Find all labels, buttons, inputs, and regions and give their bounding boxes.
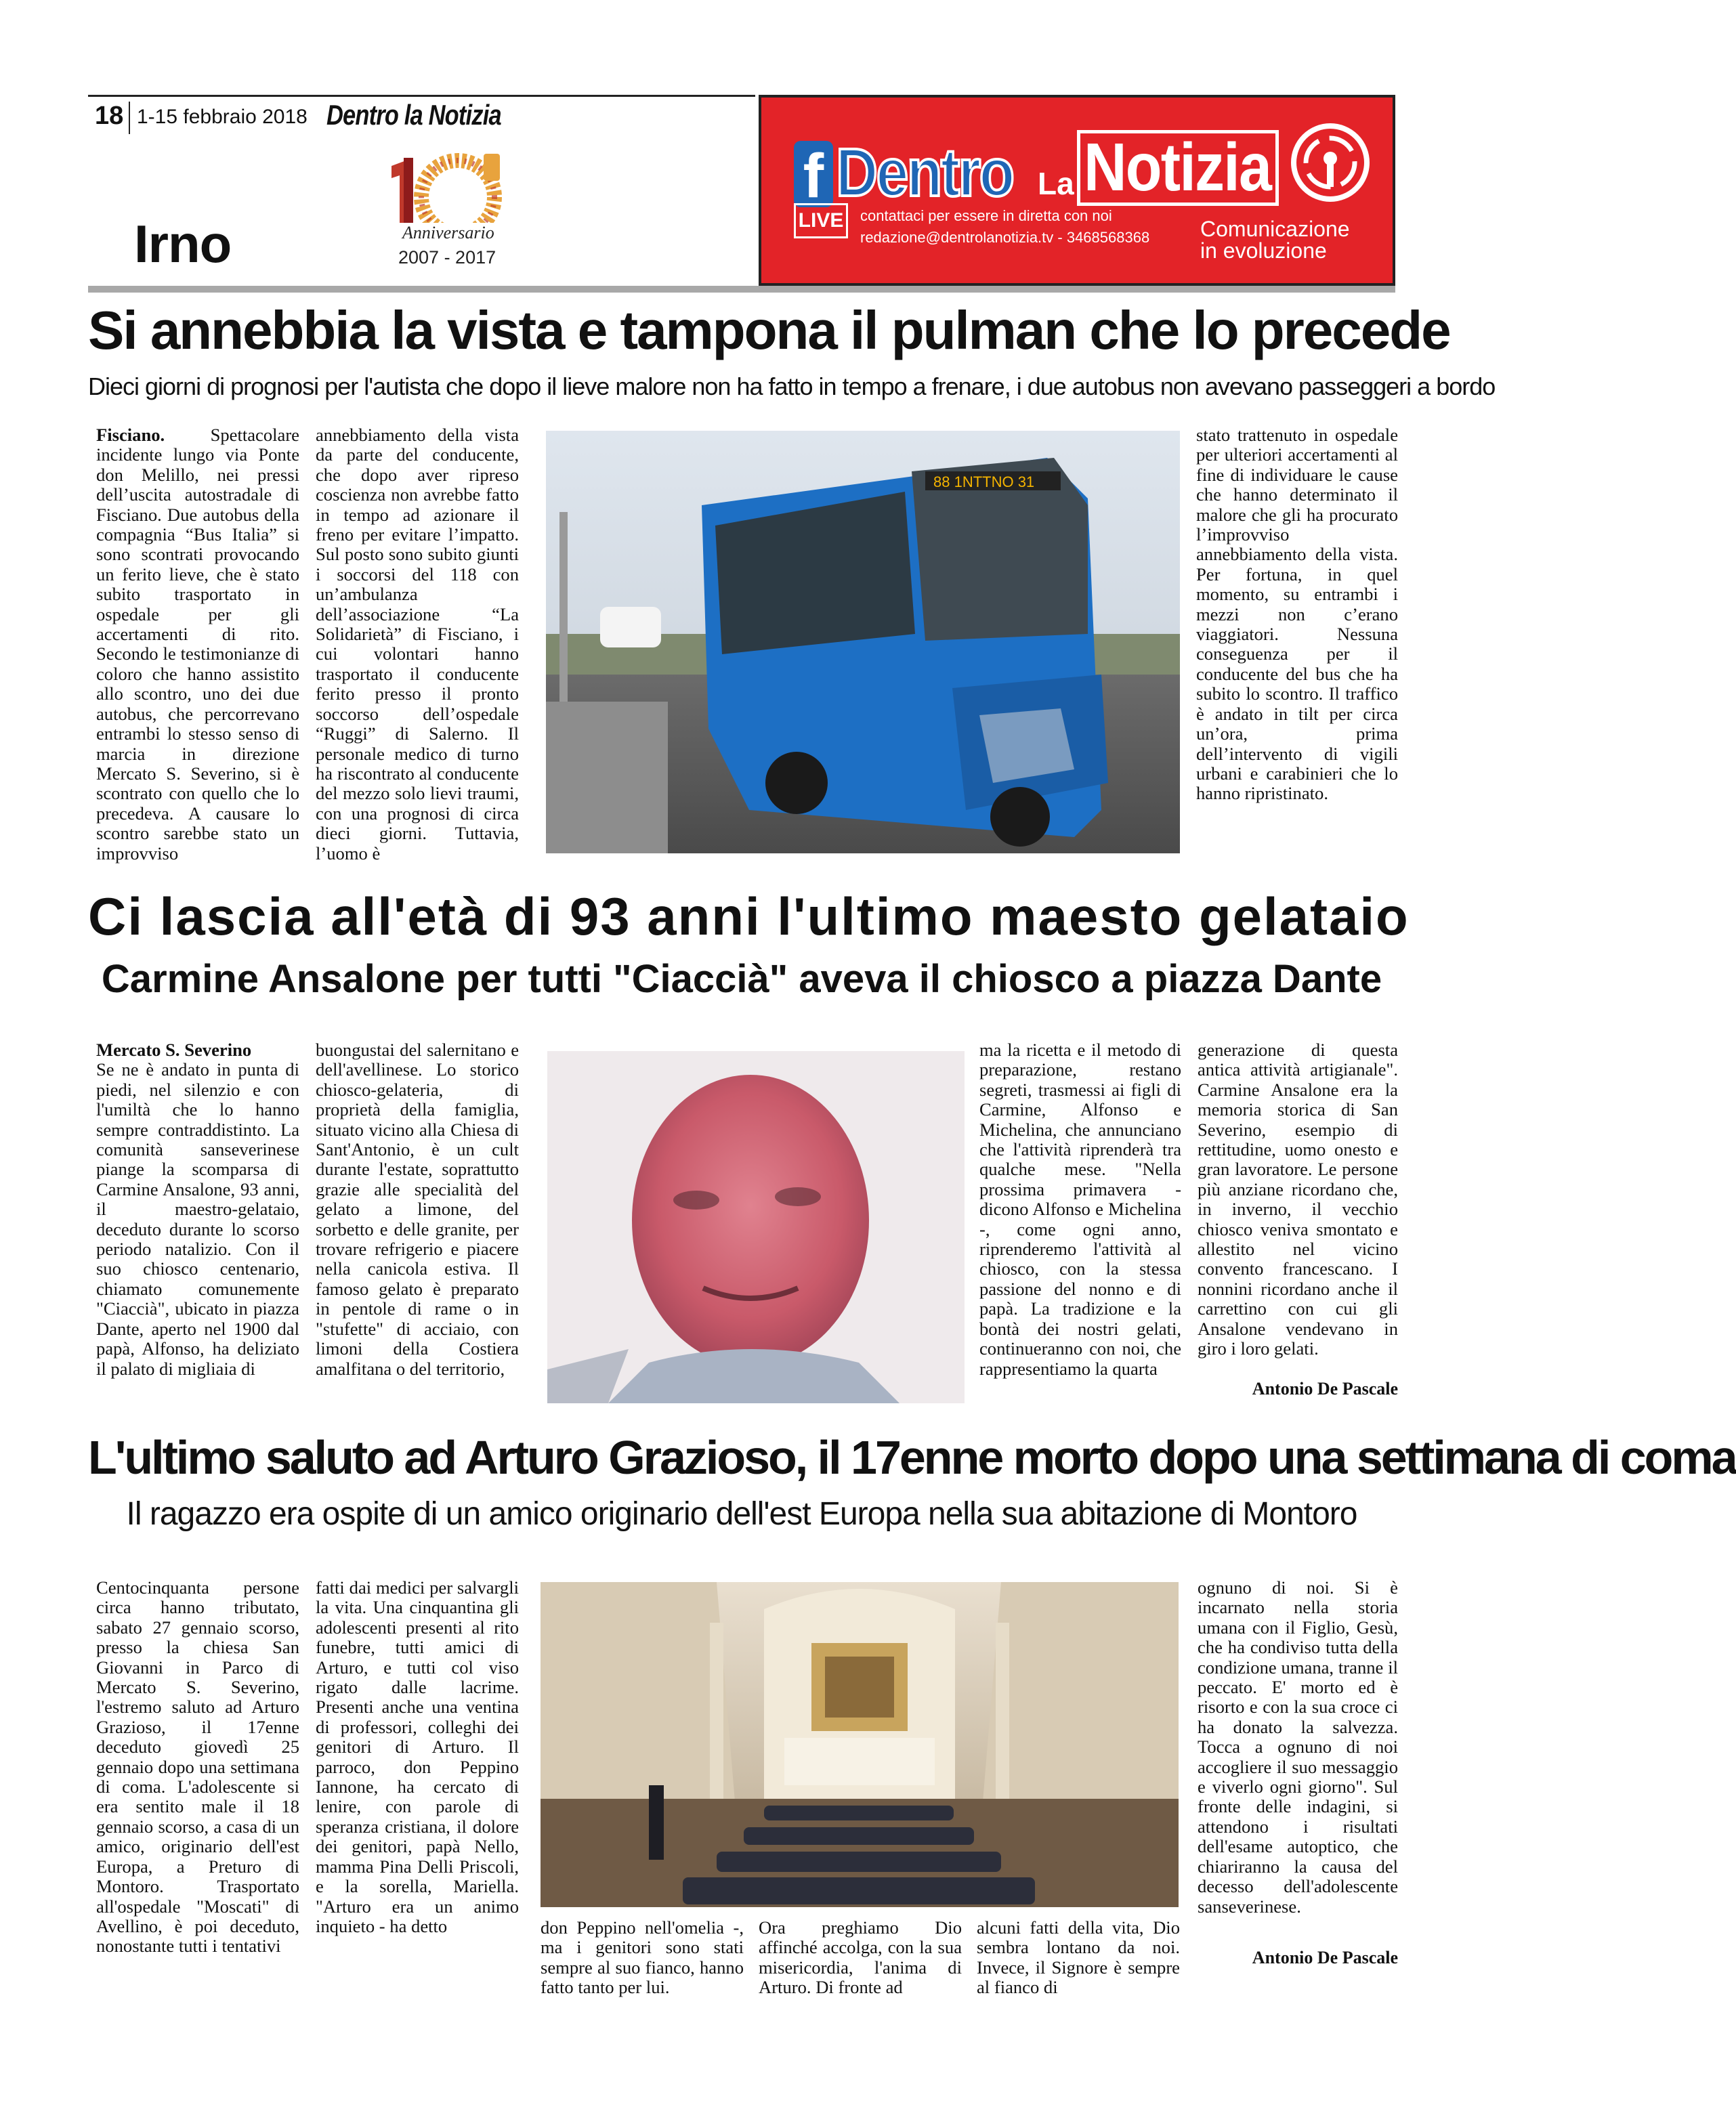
- article-3-column-1: Centocinquanta persone circa hanno tributato, sabato 27 gennaio scorso, presso la chiesa San Giovanni in Parco di Mercato S. Severino, l'estremo saluto ad Arturo Grazioso, il 17enne deceduto giovedì 25 gennaio dopo una settimana di coma. L'adolescente si era sentito male il 18 gennaio scorso, a casa di un amico, originario dell'est Europa, a Preturo di Montoro. Trasportato all'ospedale "Moscati" di Avellino, è poi deceduto, nonostante tutti i tentativi: [96, 1577, 299, 1957]
- church-funeral-photo: [541, 1582, 1179, 1907]
- live-badge: LIVE: [794, 203, 848, 238]
- article-2-column-2: buongustai del salernitano e dell'avellinese. Lo storico chiosco-gelateria, di proprietà della famiglia, situato vicino alla Chiesa di Sant'Antonio, è un cult durante l'estate, soprattutto grazie alle specialità del gelato a limone, del sorbetto e delle granite, per trovare refrigerio e piacere nella canicola estiva. Il famoso gelato è preparato in pentole di rame o in "stufette" di acciaio, con limoni della Costiera amalfitana o del territorio,: [316, 1040, 519, 1379]
- article-3-column-3: don Peppino nell'omelia -, ma i genitori sono stati sempre al suo fianco, hanno fatto tanto per lui.: [541, 1917, 744, 1998]
- bus-destination-sign: 88 1NTTNO 31: [933, 473, 1035, 490]
- article-1-column-1: [96, 425, 299, 863]
- article-2-column-1-text: Se ne è andato in punta di piedi, nel silenzio e con l'umiltà che lo hanno sempre contraddistinto. La comunità sanseverinese piange la scomparsa di Carmine Ansalone, 93 anni, il maestro-gelataio, deceduto durante lo scorso periodo natalizio. Con il suo chiosco centenario, chiamato comunemente "Ciaccià", ubicato in piazza Dante, aperto nel 1900 dal papà, Alfonso, ha deliziato il palato di migliaia di: [96, 1059, 299, 1379]
- portrait-photo: [547, 1051, 965, 1403]
- banner-brand-dentro: Dentro: [836, 135, 1013, 211]
- article-2-column-1: [96, 1040, 299, 1379]
- article-3-column-2: fatti dai medici per salvargli la vita. Una cinquantina gli adolescenti presenti al rito funebre, tutti amici di Arturo, e tutti col viso rigato dalle lacrime. Presenti anche una ventina di professori, colleghi dei genitori di Arturo. Il parroco, don Peppino Iannone, ha cercato di lenire, con parole di speranza cristiana, il dolore dei genitori, papà Nello, mamma Pina Delli Priscoli, e la sorella, Mariella. "Arturo era un animo inquieto - ha detto: [316, 1577, 519, 1936]
- article-1-column-3: stato trattenuto in ospedale per ulteriori accertamenti al fine di individuare le cause che hanno determinato il malore che gli ha procurato l’improvviso annebbiamento della vista. Per fortuna, in quel momento, su entrambi i mezzi non c’erano viaggiatori. Nessuna conseguenza per il conducente del bus che ha subito lo scontro. Il traffico è andato in tilt per circa un’ora, prima dell’intervento di vigili urbani e carabinieri che lo hanno ripristinato.: [1196, 425, 1398, 804]
- article-2-column-3: ma la ricetta e il metodo di preparazione, restano segreti, trasmessi ai figli di Carmine, Alfonso e Michelina, che annunciano che l'attività riprenderà tra qualche mese. "Nella prossima primavera - dicono Alfonso e Michelina -, come ogni anno, riprenderemo l'attività al chiosco, con la stessa passione del nonno e di papà. La tradizione e la bontà dei nostri gelati, continueranno con noi, che rappresentiamo la quarta: [979, 1040, 1181, 1379]
- masthead-title: Dentro la Notizia: [326, 99, 501, 131]
- article-3-column-5: alcuni fatti della vita, Dio sembra lontano da noi. Invece, il Signore è sempre al fianco di: [977, 1917, 1180, 1998]
- banner-slogan-line-1: Comunicazione: [1200, 217, 1350, 241]
- banner-brand-la: La: [1038, 166, 1074, 201]
- header-top-rule: [88, 95, 755, 97]
- banner-slogan-line-2: in evoluzione: [1200, 238, 1327, 263]
- article-3-title: L'ultimo saluto ad Arturo Grazioso, il 17enne morto dopo una settimana di coma: [88, 1431, 1736, 1484]
- page-number-separator: [129, 102, 130, 134]
- article-2-subtitle: Carmine Ansalone per tutti "Ciaccià" aveva il chiosco a piazza Dante: [101, 957, 1382, 1001]
- banner-contact-line: contattaci per essere in diretta con noi: [860, 207, 1112, 224]
- anniversary-logo: [371, 152, 520, 274]
- section-title: Irno: [134, 214, 232, 274]
- anniversary-label: Anniversario: [398, 223, 499, 243]
- header-divider: [88, 286, 1395, 293]
- article-2-dateline: Mercato S. Severino: [96, 1040, 252, 1060]
- article-2-author: Antonio De Pascale: [1252, 1379, 1398, 1399]
- article-3-column-4: Ora preghiamo Dio affinché accolga, con la sua misericordia, l'anima di Arturo. Di fronte ad: [759, 1917, 962, 1998]
- article-2-title: Ci lascia all'età di 93 anni l'ultimo maesto gelataio: [88, 887, 1410, 946]
- page-number: 18: [95, 102, 124, 130]
- banner-slogan: [1200, 218, 1350, 261]
- article-1-column-2: annebbiamento della vista da parte del conducente, che dopo aver ripreso coscienza non avrebbe fatto in tempo ad azionare il freno per evitare l’impatto. Sul posto sono subito giunti i soccorsi del 118 con un’ambulanza dell’associazione “La Solidarietà” di Fisciano, i cui volontari hanno trasportato il conducente ferito presso il pronto soccorso dell’ospedale “Ruggi” di Salerno. Il personale medico di turno ha riscontrato al conducente del mezzo solo lievi traumi, con una prognosi di circa dieci giorni. Tuttavia, l’uomo è: [316, 425, 519, 863]
- article-1-column-1-text: Spettacolare incidente lungo via Ponte don Melillo, nei pressi dell’uscita autostradale di Fisciano. Due autobus della compagnia “Bus Italia” si sono scontrati provocando un ferito lieve, che è stato subito trasportato in ospedale per gli accertamenti di rito. Secondo le testimonianze di coloro che hanno assistito allo scontro, uno dei due autobus, che percorrevano entrambi lo stesso senso di marcia in direzione Mercato S. Severino, si è scontrato con quello che lo precedeva. A causare lo scontro sarebbe stato un improvviso: [96, 425, 299, 863]
- banner-brand-notizia: Notizia: [1084, 129, 1271, 205]
- article-3-subtitle: Il ragazzo era ospite di un amico originario dell'est Europa nella sua abitazione di Montoro: [126, 1496, 1357, 1532]
- issue-date: 1-15 febbraio 2018: [137, 106, 308, 128]
- broadcast-icon: [1290, 122, 1371, 203]
- article-2-column-4: generazione di questa antica attività artigianale". Carmine Ansalone era la memoria storica di San Severino, esempio di rettitudine, uomo onesto e gran lavoratore. Le persone più anziane ricordano che, in inverno, il vecchio chiosco veniva smontato e allestito nel vicino convento francescano. I nonnini ricordano anche il carrettino con cui gli Ansalone vendevano in giro i loro gelati.: [1198, 1040, 1398, 1359]
- article-3-author: Antonio De Pascale: [1252, 1948, 1398, 1967]
- article-1-subtitle: Dieci giorni di prognosi per l'autista che dopo il lieve malore non ha fatto in tempo a frenare, i due autobus non avevano passeggeri a bordo: [88, 372, 1496, 400]
- article-1-dateline: Fisciano.: [96, 425, 165, 445]
- bus-accident-photo: [546, 431, 1180, 853]
- facebook-icon[interactable]: f: [794, 141, 833, 207]
- anniversary-years: 2007 - 2017: [398, 247, 496, 268]
- banner-email-phone[interactable]: redazione@dentrolanotizia.tv - 3468568368: [860, 229, 1150, 246]
- article-1-title: Si annebbia la vista e tampona il pulman che lo precede: [88, 300, 1450, 360]
- article-3-column-6: ognuno di noi. Si è incarnato nella storia umana con il Figlio, Gesù, che ha condiviso tutta della condizione umana, tranne il peccato. E' morto ed è risorto e con la sua croce ci ha donato la salvezza. Tocca a ognuno di noi accogliere il suo messaggio e viverlo ogni giorno". Sul fronte delle indagini, si attendono i risultati dell'esame autoptico, che chiariranno la causa del decesso dell'adolescente sanseverinese.: [1198, 1577, 1398, 1917]
